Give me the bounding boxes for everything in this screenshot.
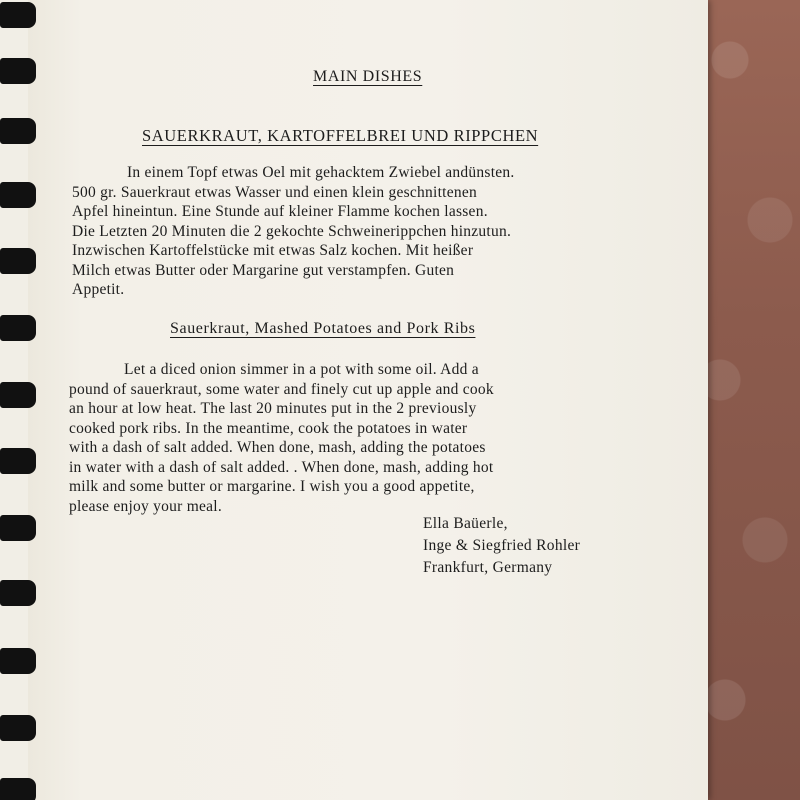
german-recipe-body [72,163,515,300]
english-line: please enjoy your meal. [69,497,222,515]
binding-coil [0,778,36,800]
english-line: with a dash of salt added. When done, mash, adding the potatoes [69,439,486,456]
german-line: Milch etwas Butter oder Margarine gut verstampfen. Guten [72,261,455,279]
binding-coil [0,182,36,208]
german-line: Appetit. [72,281,125,298]
english-line: an hour at low heat. The last 20 minutes put in the 2 previously [69,400,477,417]
english-line: cooked pork ribs. In the meantime, cook the potatoes in water [69,419,468,437]
binding-coil [0,315,36,341]
binding-coil [0,715,36,741]
german-line: Die Letzten 20 Minuten die 2 gekochte Schweinerippchen hinzutun. [72,222,512,240]
signature-name: Ella Baüerle, [423,515,508,532]
german-line: In einem Topf etwas Oel mit gehacktem Zwiebel andünsten. [127,164,515,181]
english-line: milk and some butter or margarine. I wish you a good appetite, [69,478,475,495]
recipe-signature [423,513,580,579]
english-line: in water with a dash of salt added. . When done, mash, adding hot [69,458,494,476]
german-line: Apfel hineintun. Eine Stunde auf kleiner Flamme kochen lassen. [72,203,488,220]
english-recipe-title: Sauerkraut, Mashed Potatoes and Pork Ribs [170,320,476,337]
binding-coil [0,58,36,84]
english-line: Let a diced onion simmer in a pot with some oil. Add a [124,361,479,378]
german-recipe-title: SAUERKRAUT, KARTOFFELBREI UND RIPPCHEN [142,126,539,145]
german-line: Inzwischen Kartoffelstücke mit etwas Salz kochen. Mit heißer [72,242,474,259]
english-recipe-body [69,360,494,516]
binding-coil [0,118,36,144]
signature-names: Inge & Siegfried Rohler [423,537,581,554]
german-line: 500 gr. Sauerkraut etwas Wasser und einen klein geschnittenen [72,183,477,201]
binding-coil [0,515,36,541]
binding-coil [0,448,36,474]
binding-coil [0,2,36,28]
binding-coil [0,248,36,274]
binding-coil [0,382,36,408]
section-title: MAIN DISHES [313,68,423,85]
english-line: pound of sauerkraut, some water and finely cut up apple and cook [69,380,494,398]
binding-coil [0,580,36,606]
signature-location: Frankfurt, Germany [423,559,553,576]
binding-coil [0,648,36,674]
